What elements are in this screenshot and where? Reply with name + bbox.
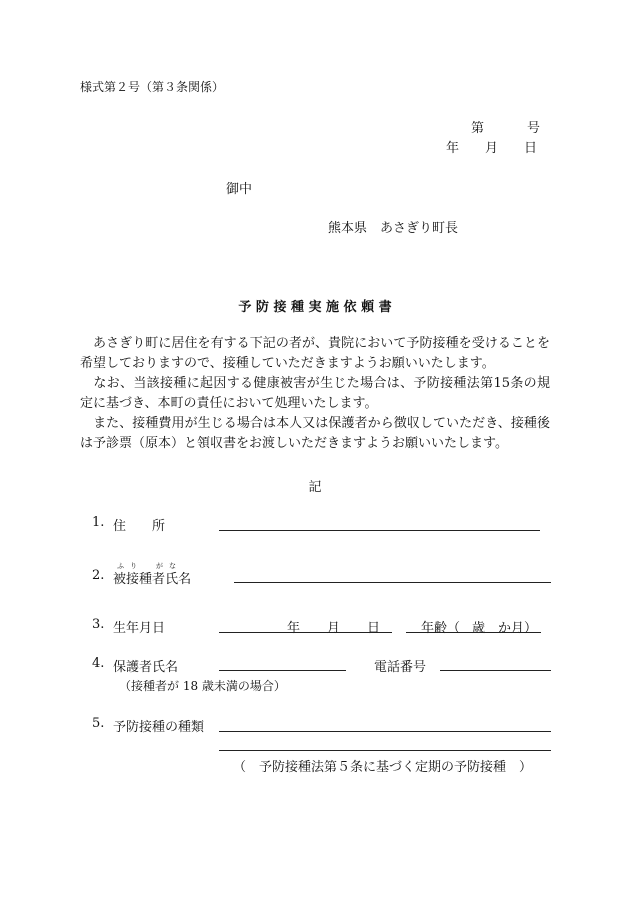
- address-label: 住 所: [113, 519, 166, 534]
- label-shimei: 氏名: [165, 572, 192, 587]
- age-years-unit: 歳: [472, 621, 486, 636]
- vaccine-note: （ 予防接種法第５条に基づく定期の予防接種 ）: [233, 760, 533, 775]
- paragraph-2: なお、当該接種に起因する健康被害が生じた場合は、予防接種法第15条の規定に基づき、本町の責任において処理いたします。: [80, 376, 550, 411]
- age-months-unit: か月）: [498, 621, 538, 636]
- guardian-name-field[interactable]: [219, 670, 346, 671]
- birth-month-unit: 月: [327, 621, 341, 636]
- label-char-shu: 種: [139, 572, 153, 587]
- ruby-ri: り: [130, 562, 137, 570]
- birthdate-field[interactable]: [219, 632, 392, 633]
- document-title: 予 防 接 種 実 施 依 頼 書: [238, 300, 392, 315]
- vaccine-type-field-1[interactable]: [219, 731, 551, 732]
- label-char-sessu: 接: [126, 572, 140, 587]
- birth-year-unit: 年: [287, 621, 301, 636]
- date-day: 日: [524, 141, 538, 156]
- birth-day-unit: 日: [367, 621, 381, 636]
- patient-name-field[interactable]: [234, 582, 551, 583]
- ruby-fu: ふ: [117, 562, 124, 570]
- patient-name-label: [113, 568, 191, 587]
- ki-heading: 記: [308, 480, 322, 495]
- birthdate-label: 生年月日: [113, 621, 166, 636]
- item-3-number: 3.: [92, 617, 105, 632]
- item-1-number: 1.: [92, 515, 105, 530]
- number-suffix: 号: [527, 121, 541, 136]
- ruby-na: な: [169, 562, 176, 570]
- number-prefix: 第: [471, 121, 485, 136]
- age-field[interactable]: [406, 632, 541, 633]
- age-label: 年齢（: [421, 621, 461, 636]
- label-char-sha: 者: [152, 572, 166, 587]
- ruby-ga: が: [156, 562, 163, 570]
- phone-field[interactable]: [440, 670, 551, 671]
- item-2-number: 2.: [92, 568, 105, 583]
- item-5-number: 5.: [92, 716, 105, 731]
- phone-label: 電話番号: [374, 660, 427, 675]
- vaccine-type-field-2[interactable]: [219, 750, 551, 751]
- paragraph-3: また、接種費用が生じる場合は本人又は保護者から徴収していただき、接種後は予診票（原本）と領収書をお渡しいただきますようお願いいたします。: [80, 416, 550, 451]
- paragraph-1: あさぎり町に居住を有する下記の者が、貴院において予防接種を受けることを希望しておりますので、接種していただきますようお願いいたします。: [80, 336, 550, 371]
- date-month: 月: [485, 141, 499, 156]
- date-year: 年: [446, 141, 460, 156]
- recipient-suffix: 御中: [226, 182, 253, 197]
- sender: 熊本県 あさぎり町長: [328, 221, 459, 236]
- vaccine-type-label: 予防接種の種類: [113, 720, 205, 735]
- item-4-number: 4.: [92, 656, 105, 671]
- guardian-note: （接種者が 18 歳未満の場合）: [119, 679, 286, 693]
- label-char-hi: 被: [113, 572, 127, 587]
- guardian-name-label: 保護者氏名: [113, 660, 179, 675]
- address-field[interactable]: [219, 530, 540, 531]
- form-label: 様式第２号（第３条関係）: [80, 80, 225, 94]
